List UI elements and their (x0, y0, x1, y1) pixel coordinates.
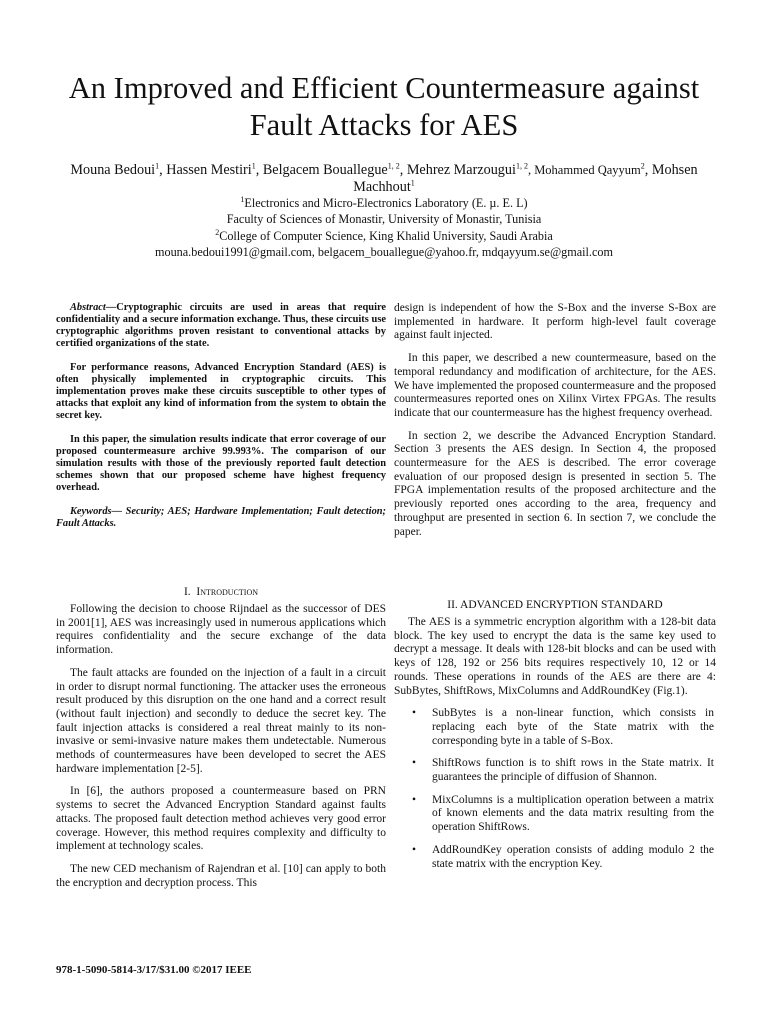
affiliation-text: Electronics and Micro-Electronics Laboratory (E. µ. E. L) (244, 196, 528, 210)
affiliations (40, 195, 728, 261)
author-name: Mouna Bedoui (70, 162, 156, 178)
aes-p1: The AES is a symmetric encryption algorithm with a 128-bit data block. The key used to encrypt the data is the same key used to decrypt a message. It deals with 128-bit blocks and can be used with keys of 128, 192 or 256 bits requires respectively 10, 12 or 14 rounds. These operations in rounds of the AES are there are 4: SubBytes, ShiftRows, MixColumns and AddRoundKey (Fig.1). (394, 616, 716, 697)
author-name: , Belgacem Bouallegue (255, 162, 388, 178)
list-item (394, 794, 716, 835)
abstract-p3: In this paper, the simulation results indicate that error coverage of our proposed countermeasure archive 99.993%. The comparison of our simulation results with those of the previously reported fault detection schemes shown that our proposed scheme have highest frequency overhead. (56, 434, 386, 493)
author-affil-mark: 1, 2 (387, 161, 400, 171)
author-name: , Mehrez Marzougui (399, 162, 516, 178)
author-affil-mark: 2 (640, 161, 645, 171)
abstract-p1 (56, 302, 386, 350)
affiliation-1 (40, 195, 728, 211)
author-affil-mark: 1 (251, 161, 256, 171)
author-name: Machhout (353, 179, 411, 195)
list-item (394, 707, 716, 748)
list-item-text: ShiftRows function is to shift rows in the State matrix. It guarantees the principle of diffusion of Shannon. (432, 757, 714, 784)
affiliation-2: Faculty of Sciences of Monastir, University of Monastir, Tunisia (226, 212, 542, 227)
author-list (50, 162, 718, 196)
title-line-2: Fault Attacks for AES (249, 108, 519, 142)
author-emails: mouna.bedoui1991@gmail.com, belgacem_bouallegue@yahoo.fr, mdqayyum.se@gmail.com (155, 245, 613, 260)
introduction-body (56, 603, 386, 890)
abstract-text: —Cryptographic circuits are used in areas that require confidentiality and a secure information exchange. Thus, these circuits use cryptographic algorithms proven resistant to conventional attacks by certified organizations of the state. (56, 302, 386, 349)
author-affil-mark: 1, 2 (515, 161, 528, 171)
title-line-1: An Improved and Efficient Countermeasure against (68, 71, 700, 105)
author-affil-mark: 1 (155, 161, 160, 171)
section-title: Introduction (196, 586, 259, 598)
affiliation-text: College of Computer Science, King Khalid University, Saudi Arabia (219, 228, 553, 243)
bullet-icon: • (412, 707, 417, 720)
affil-mark: 2 (215, 227, 220, 237)
author-name: , Mohammed Qayyum (527, 163, 641, 177)
author-name: , Hassen Mestiri (159, 162, 252, 178)
right-p1: design is independent of how the S-Box and the inverse S-Box are implemented in hardware. It perform high-level fault coverage against fault injected. (394, 302, 716, 342)
intro-p3: In [6], the authors proposed a countermeasure based on PRN systems to secret the Advanced Encryption Standard against faults attacks. The proposed fault detection method achieves very good error coverage. However, this method requires complexity and difficulty to implement at technology scales. (56, 785, 386, 853)
aes-section-body (394, 616, 716, 871)
author-name: , Mohsen (644, 162, 698, 178)
intro-p1: Following the decision to choose Rijndael as the successor of DES in 2001[1], AES was increasingly used in numerous applications which requires confidentiality and the secure exchange of the data information. (56, 603, 386, 657)
list-item-text: AddRoundKey operation consists of adding modulo 2 the state matrix with the encryption Key. (432, 843, 714, 870)
affiliation-3 (40, 228, 728, 244)
abstract-p2: For performance reasons, Advanced Encryption Standard (AES) is often physically implemented in cryptographic circuits. This implementation proves make these circuits susceptible to other types of attacks that exploit any kind of information from the system to obtain the secret key. (56, 362, 386, 421)
right-p3: In section 2, we describe the Advanced Encryption Standard. Section 3 presents the AES design. In Section 4, the proposed countermeasure for the AES is described. The error coverage evaluation of our proposed design is presented in section 5. The FPGA implementation results of the proposed architecture and the previously reported ones according to the area, frequency and throughput are presented in section 6. In section 7, we conclude the paper. (394, 429, 716, 538)
keywords: Keywords— Security; AES; Hardware Implementation; Fault detection; Fault Attacks. (56, 506, 386, 529)
copyright-footer: 978-1-5090-5814-3/17/$31.00 ©2017 IEEE (56, 964, 252, 976)
intro-p4: The new CED mechanism of Rajendran et al. [10] can apply to both the encryption and decryption process. This (56, 862, 386, 889)
abstract-lead: Abstract (70, 302, 106, 313)
right-p2: In this paper, we described a new countermeasure, based on the temporal redundancy and modification of architecture, for the AES. We have implemented the proposed countermeasure and the proposed countermeasures reported ones on Xilinx Virtex FPGAs. The results indicate that our countermeasure has the highest frequency overhead. (394, 352, 716, 419)
aes-operations-list (394, 707, 716, 871)
section-heading-introduction (56, 585, 386, 599)
bullet-icon: • (412, 793, 417, 806)
section-number: I. (183, 586, 191, 598)
author-affil-mark: 1 (410, 178, 415, 188)
intro-p2: The fault attacks are founded on the injection of a fault in a circuit in order to disrupt normal functioning. The attacker uses the erroneous result produced by this disruption on the one hand and a correct result (without fault injection) and secondly to deduce the secret key. The fault injection attacks is considered a real threat mainly to its non-invasive or semi-invasive nature makes them undetectable. Numerous methods of countermeasures have been developed to secret the AES hardware implementation [2-5]. (56, 666, 386, 775)
section-heading-aes: II. ADVANCED ENCRYPTION STANDARD (447, 599, 663, 611)
list-item (394, 757, 716, 784)
list-item-text: MixColumns is a multiplication operation between a matrix of known elements and the data matrix resulting from the operation ShiftRows. (432, 793, 714, 834)
paper-title (40, 70, 728, 144)
right-column-intro (394, 302, 716, 539)
bullet-icon: • (412, 757, 417, 770)
list-item-text: SubBytes is a non-linear function, which consists in replacing each byte of the State matrix with the corresponding byte in a table of S-Box. (432, 707, 714, 747)
bullet-icon: • (412, 843, 417, 856)
abstract (56, 302, 386, 530)
affil-mark: 1 (240, 194, 245, 204)
list-item (394, 844, 716, 871)
